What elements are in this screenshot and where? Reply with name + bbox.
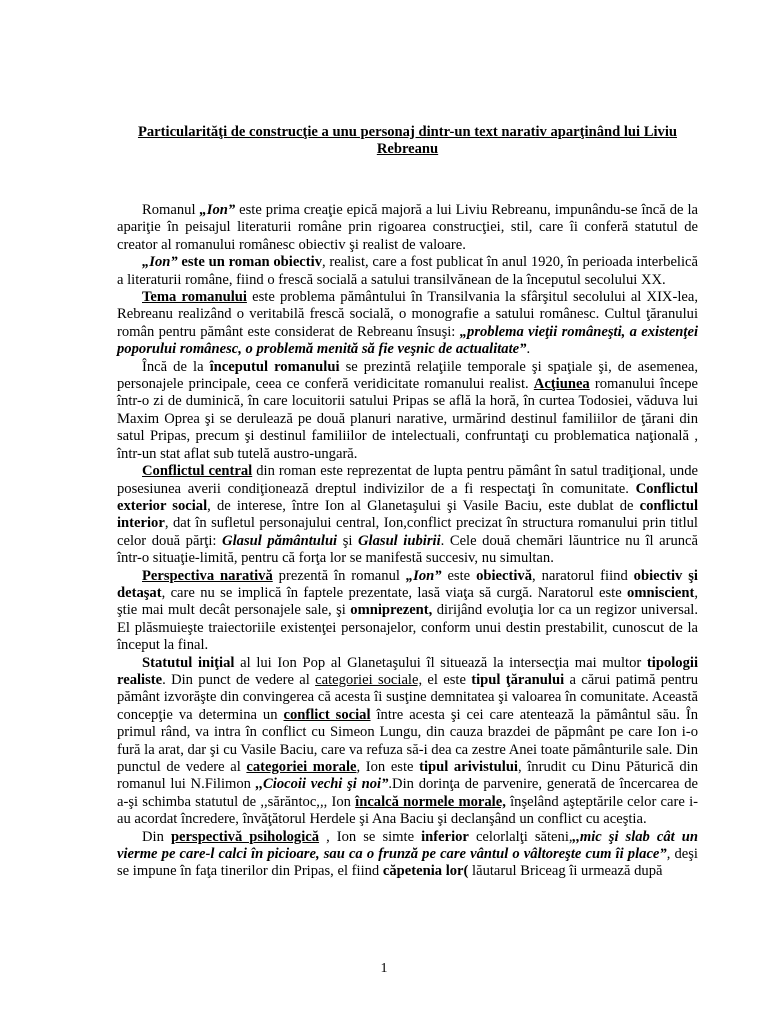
text-run: celorlalţi săteni, xyxy=(468,828,573,845)
text-run: din roman este reprezentat de lupta pentru pământ în satul tradiţional, unde posesiunea averii condiţionează dreptul indivizilor de a fi respectaţi în comunitate. xyxy=(117,463,699,497)
paragraph xyxy=(117,829,698,881)
text-run: Tema romanului xyxy=(142,289,247,306)
text-run: încalcă normele morale, xyxy=(355,793,506,810)
text-run: perspectivă psihologică xyxy=(170,828,320,845)
paragraph xyxy=(117,254,698,289)
text-run: şi xyxy=(337,532,358,549)
page-number: 1 xyxy=(380,961,388,976)
text-run: Conflictul central xyxy=(142,463,253,480)
text-run: a cărui patimă pentru pământ izvorăşte din convingerea că acesta îi susţine demnitatea şi valoarea în comunitate. Această concepţie va determina un xyxy=(117,671,699,723)
text-run: Romanul xyxy=(142,202,200,218)
text-run: Încă de la xyxy=(142,358,210,375)
text-run: . Din punct de vedere al xyxy=(162,671,316,688)
text-run: al lui Ion Pop al Glanetaşului îl situează la intersecţia mai multor xyxy=(234,654,647,671)
text-run: este problema pământului în Transilvania la sfârşitul secolului al XIX-lea, Rebreanu realizând o veritabilă frescă socială, o monografie a satului românesc. Cultul ţăranului român pentru pământ este considerat de Rebreanu însuşi: xyxy=(117,289,698,340)
text-run: el este xyxy=(422,671,472,688)
text-run: începutul romanului xyxy=(209,358,340,375)
text-run: dirijând evoluţia lor ca un regizor universal. El plăsmuieşte traiectoriile existenţei personajelor, conform unui destin prestabilit, cunoscut de la început la final. xyxy=(117,602,698,654)
text-run: , ştie mai mult decât personajele sale, şi xyxy=(117,584,698,619)
text-run: , care nu se implică în faptele prezentate, lasă viaţa să curgă. Naratorul este xyxy=(161,584,628,601)
text-run: .Din dorinţa de parvenire, generată de încercarea de a-şi schimba statutul de ,,sărăntoc,,, Ion xyxy=(117,776,698,810)
paragraph xyxy=(117,568,698,655)
text-run: între acesta şi cei care atentează la pământul său. În primul rând, va intra în conflict cu Simeon Lungu, din cauza brazdei de păpmânt pe care Ion i-o fură la arat, dar şi cu Vasile Baciu, care va refuza să-i dea ca zestre Anei toate pământurile sale. Din punctul de vedere al xyxy=(117,706,698,775)
text-run: Glasul iubirii xyxy=(358,532,441,549)
text-run: este un roman obiectiv xyxy=(177,254,322,271)
document-body xyxy=(117,202,698,881)
text-run: ,,Ciocoii vechi şi noi” xyxy=(255,776,389,793)
text-run: căpetenia lor( xyxy=(382,863,469,880)
text-run: Perspectiva narativă xyxy=(142,567,273,584)
text-run: se prezintă relaţiile temporale şi spaţiale şi, de asemenea, personajele principale, ceea ce conferă veridicitate romanului realist. xyxy=(117,358,698,393)
text-run: prezentă în romanul xyxy=(272,567,406,584)
text-run: , dat în sufletul personajului central, Ion,conflict precizat în structura romanului prin titlul celor două părţi: xyxy=(117,515,698,549)
text-run: tipul ţăranului xyxy=(471,671,565,688)
text-run: . Cele două chemări lăuntrice nu îl aruncă într-o situaţie-limită, pentru că forţa lor se manifestă succesiv, nu simultan. xyxy=(117,532,699,567)
paragraph xyxy=(117,359,698,463)
text-run: . xyxy=(526,341,531,358)
text-run: Din xyxy=(142,828,171,845)
text-run: , deşi se impune în faţa tinerilor din Pripas, el fiind xyxy=(117,846,698,880)
text-run: „Ion” xyxy=(142,254,178,271)
text-run: categoriei sociale, xyxy=(315,671,423,688)
text-run: categoriei morale xyxy=(246,759,357,775)
text-run: omniprezent, xyxy=(350,602,433,619)
text-run: , naratorul fiind xyxy=(532,567,634,584)
text-run: „Ion” xyxy=(199,202,236,218)
text-run: conflictul interior xyxy=(117,497,698,532)
text-run: , înrudit cu Dinu Păturică din romanul lui N.Filimon xyxy=(117,759,698,793)
text-run: înşelând aşteptările celor care i-au acordat încredere, învăţătorul Herdele şi Ana Baciu şi declanşând un conflict cu aceştia. xyxy=(117,793,698,828)
text-run: „problema vieţii româneşti, a existenţei poporului românesc, o problemă menită să fie veşnic de actualitate” xyxy=(117,323,698,358)
text-run: Statutul iniţial xyxy=(142,654,235,671)
text-run: , de interese, între Ion al Glanetaşului şi Vasile Baciu, este dublat de xyxy=(207,497,640,514)
text-run: este xyxy=(441,567,477,584)
paragraph xyxy=(117,655,698,829)
text-run: romanului începe într-o zi de duminică, în care locuitorii satului Pripas se află la horă, în curtea Todosiei, văduva lui Maxim Oprea şi se derulează pe două planuri narative, urmărind destinul familiilor de ţărani din satul Pripas, precum şi destinul familiilor de intelectuali, confruntaţi cu problematica naţională , într-un stat aflat sub tutelă austro-ungară. xyxy=(117,376,698,462)
text-run: este prima creaţie epică majoră a lui Liviu Rebreanu, impunându-se încă de la apariţie în peisajul literaturii române prin rigoarea construcţiei, stil, care îi conferă statutul de creator al romanului românesc obiectiv şi realist de valoare. xyxy=(117,202,698,253)
text-run: obiectiv şi detaşat xyxy=(117,567,698,601)
paragraph xyxy=(117,289,698,359)
text-run: obiectivă xyxy=(476,567,533,584)
text-run: „Ion” xyxy=(405,567,442,584)
text-run: omniscient xyxy=(627,584,695,601)
text-run: , Ion este xyxy=(356,759,420,775)
text-run: lăutarul Briceag îi urmează după xyxy=(468,863,663,880)
text-run: Acţiunea xyxy=(533,376,590,393)
text-run: Conflictul exterior social xyxy=(117,480,698,514)
text-run: inferior xyxy=(421,828,469,845)
text-run: conflict social xyxy=(283,706,371,723)
document-title: Particularităţi de construcţie a unu personaj dintr-un text narativ aparţinând lui Liviu Rebreanu xyxy=(137,124,678,157)
text-run: Glasul pământului xyxy=(222,532,338,549)
text-run: , realist, care a fost publicat în anul 1920, în perioada interbelică a literaturii române, fiind o frescă socială a satului transilvănean de la începutul secolului XX. xyxy=(117,254,698,288)
text-run: tipologii realiste xyxy=(117,654,699,688)
text-run: ,,mic şi slab cât un vierme pe care-l calci în picioare, sau ca o frunză pe care vântul o vâltoreşte cum îi place” xyxy=(117,828,698,863)
text-run: , Ion se simte xyxy=(319,828,422,845)
paragraph xyxy=(117,463,698,567)
text-run: tipul arivistului xyxy=(419,759,518,775)
paragraph xyxy=(117,202,698,254)
